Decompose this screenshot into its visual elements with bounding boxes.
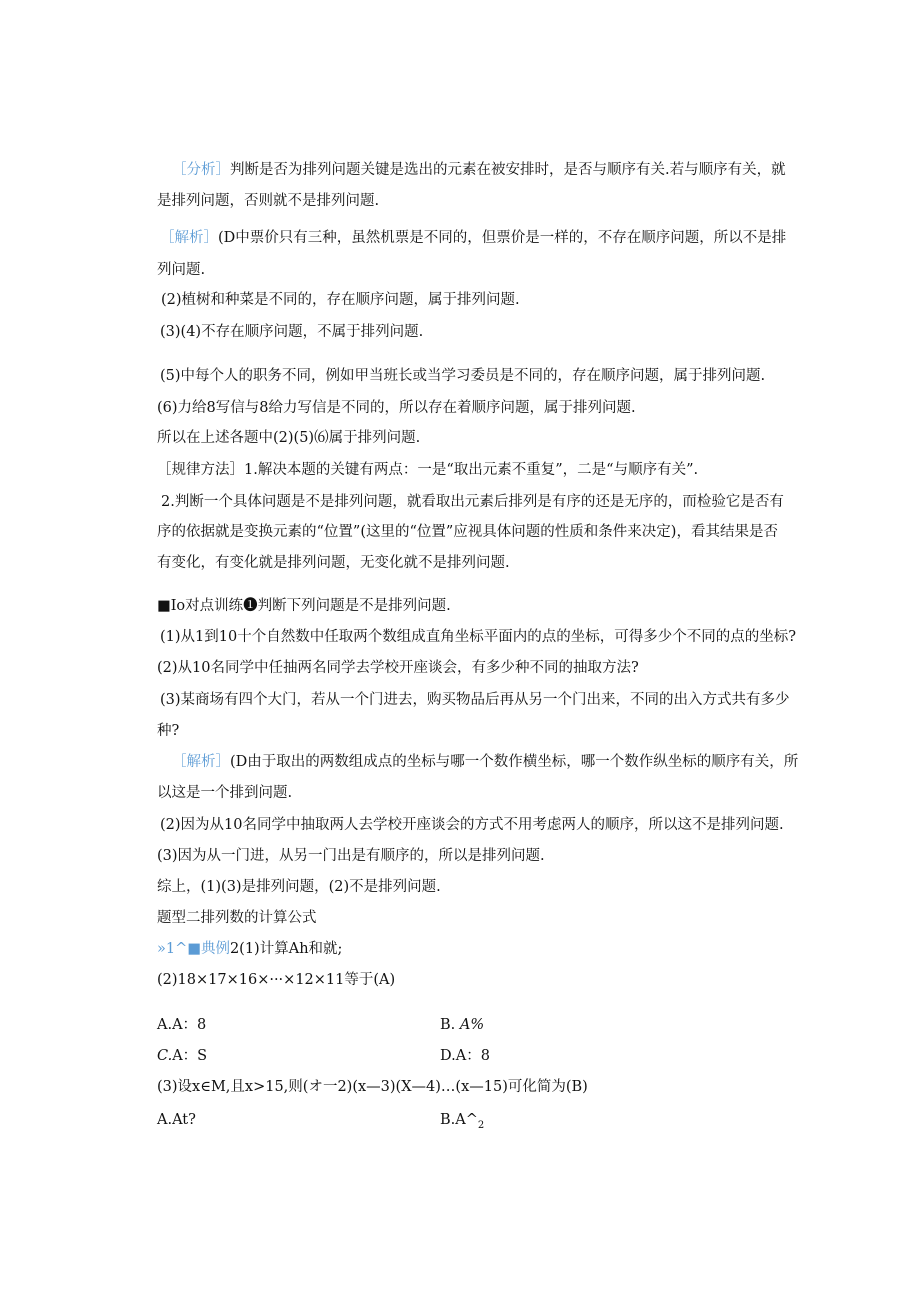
method-line-4: 有变化，有变化就是排列问题，无变化就不是排列问题.: [157, 555, 510, 571]
solution1-tag: ［解析］: [160, 230, 218, 246]
solution2-p2: (2)因为从10名同学中抽取两人去学校开座谈会的方式不用考虑两人的顺序，所以这不是排列问题.: [160, 817, 784, 833]
training-q3-line-2: 种?: [157, 723, 180, 739]
analysis-tag: ［分析］: [172, 162, 230, 178]
option-a: A.A：8: [157, 1017, 207, 1033]
solution2-line-1: ［解析］(D由于取出的两数组成点的坐标与哪一个数作横坐标，哪一个数作纵坐标的顺序有关，所: [172, 754, 799, 770]
solution1-p3: (3)(4)不存在顺序问题，不属于排列问题.: [160, 324, 424, 340]
training-q2: (2)从10名同学中任抽两名同学去学校开座谈会，有多少种不同的抽取方法?: [157, 660, 639, 676]
solution1-p6: (6)力给8写信与8给力写信是不同的，所以存在着顺序问题，属于排列问题.: [157, 400, 636, 416]
option-d: D.A：8: [440, 1048, 490, 1064]
option-b: B. A%: [440, 1017, 485, 1033]
solution1-line-1: ［解析］(D中票价只有三种，虽然机票是不同的，但票价是一样的，不存在顺序问题，所以不是排: [160, 230, 787, 246]
training-q1: (1)从1到10十个自然数中任取两个数组成直角坐标平面内的点的坐标，可得多少个不同的点的坐标?: [160, 629, 796, 645]
option-c: C.A：S: [157, 1048, 208, 1064]
solution1-p5: (5)中每个人的职务不同，例如甲当班长或当学习委员是不同的，存在顺序问题，属于排列问题.: [160, 368, 766, 384]
q3-option-a: A.At?: [157, 1112, 196, 1128]
q3-option-b: $B.A\^{}_2$: [440, 1112, 485, 1131]
solution2-p3: (3)因为从一门进，从另一门出是有顺序的，所以是排列问题.: [157, 848, 545, 864]
section-title: 题型二排列数的计算公式: [157, 910, 317, 926]
method-line-2: 2.判断一个具体问题是不是排列问题，就看取出元素后排列是有序的还是无序的，而检验它是否有: [161, 494, 784, 510]
solution1-line-2: 列问题.: [157, 262, 206, 278]
example-tag: »1^■典例: [157, 941, 230, 957]
training-heading: ■Io对点训练❶判断下列问题是不是排列问题.: [157, 598, 451, 614]
solution2-summary: 综上，(1)(3)是排列问题，(2)不是排列问题.: [157, 879, 441, 895]
solution2-line-2: 以这是一个排到问题.: [157, 785, 293, 801]
solution2-tag: ［解析］: [172, 754, 230, 770]
analysis-line-2: 是排列问题，否则就不是排列问题.: [157, 193, 380, 209]
solution1-p2: (2)植树和种菜是不同的，存在顺序问题，属于排列问题.: [161, 292, 520, 308]
training-q3-line-1: (3)某商场有四个大门，若从一个门进去，购买物品后再从另一个门出来，不同的出入方式共有多少: [160, 692, 790, 708]
example-q3: (3)设x∈M,且x>15,则(オ一2)(x—3)(X—4)…(x—15)可化简为(B): [157, 1079, 588, 1095]
example-q2: (2)18×17×16×···×12×11等于(A): [157, 972, 396, 988]
example-line: »1^■典例2(1)计算Ah和就;: [157, 941, 343, 957]
method-line-1: ［规律方法］1.解决本题的关键有两点：一是“取出元素不重复”，二是“与顺序有关”.: [157, 462, 699, 478]
method-line-3: 序的依据就是变换元素的“位置”(这里的“位置”应视具体问题的性质和条件来决定)，看其结果是否: [157, 524, 778, 540]
analysis-line-1: ［分析］判断是否为排列问题关键是选出的元素在被安排时，是否与顺序有关.若与顺序有关，就: [172, 162, 786, 178]
solution1-conclusion: 所以在上述各题中(2)(5)⑹属于排列问题.: [157, 430, 421, 446]
